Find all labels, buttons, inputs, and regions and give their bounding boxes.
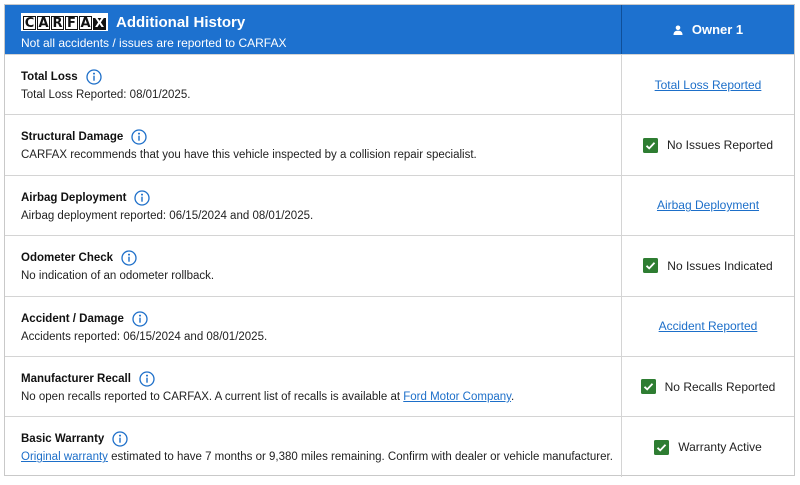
info-icon[interactable] (86, 69, 102, 85)
row-title: Airbag Deployment (21, 191, 127, 204)
row-title-wrap (21, 190, 621, 206)
history-row-accident-damage (5, 296, 794, 356)
owner-label: Owner 1 (691, 22, 744, 37)
row-description: Total Loss Reported: 08/01/2025. (21, 89, 191, 101)
row-title: Odometer Check (21, 252, 114, 265)
row-info-cell (5, 417, 622, 476)
row-info-cell (5, 55, 622, 114)
status-text: Warranty Active (678, 440, 762, 455)
row-description: No indication of an odometer rollback. (21, 270, 215, 283)
history-row-manufacturer-recall (5, 356, 794, 416)
history-row-total-loss (5, 54, 794, 114)
row-status-cell (622, 176, 794, 235)
airbag-deployment-link[interactable]: Airbag Deployment (656, 198, 760, 213)
row-title: Accident / Damage (21, 312, 124, 325)
row-status-cell (622, 417, 794, 476)
row-title-wrap (21, 371, 621, 387)
history-row-airbag-deployment (5, 175, 794, 235)
info-icon[interactable] (112, 431, 128, 447)
desc-suffix: estimated to have 7 months or 9,380 miles remaining. Confirm with dealer or vehicle manufacturer. (107, 451, 613, 464)
person-icon (673, 25, 683, 35)
green-check-icon (643, 258, 658, 273)
row-title-wrap (21, 311, 621, 327)
row-description: CARFAX recommends that you have this vehicle inspected by a collision repair specialist. (21, 149, 477, 162)
owner-column-header (622, 5, 794, 54)
desc-prefix: No open recalls reported to CARFAX. A current list of recalls is available at (21, 390, 404, 403)
row-info-cell (5, 176, 622, 235)
row-title-wrap (21, 250, 621, 266)
row-description (21, 391, 621, 403)
section-title: Additional History (116, 13, 246, 31)
row-info-cell (5, 357, 622, 416)
info-icon[interactable] (131, 129, 147, 145)
section-subtitle: Not all accidents / issues are reported to CARFAX (21, 36, 287, 50)
info-icon[interactable] (134, 190, 150, 206)
green-check-icon (641, 379, 656, 394)
row-status-cell (622, 297, 794, 356)
row-title-wrap (21, 129, 621, 145)
row-title-wrap (21, 431, 621, 447)
logo-letter: A (80, 16, 91, 31)
row-title: Manufacturer Recall (21, 372, 131, 385)
green-check-icon (643, 138, 658, 153)
row-info-cell (5, 236, 622, 295)
logo-letter: F (65, 16, 78, 30)
status-text: No Recalls Reported (664, 379, 776, 394)
info-icon[interactable] (121, 250, 137, 266)
status-text: No Issues Reported (666, 138, 774, 153)
row-description: Accidents reported: 06/15/2024 and 08/01/2025. (21, 330, 268, 343)
logo-letter-x: X (94, 16, 105, 30)
desc-suffix: . (511, 390, 515, 403)
history-row-structural-damage (5, 114, 794, 174)
row-title: Basic Warranty (21, 433, 105, 446)
logo-letter: A (38, 16, 49, 31)
row-description: Airbag deployment reported: 06/15/2024 and 08/01/2025. (21, 209, 314, 222)
row-status-cell (622, 55, 794, 114)
row-status-cell (622, 236, 794, 295)
info-icon[interactable] (132, 311, 148, 327)
row-title-wrap (21, 69, 621, 85)
row-status-cell (622, 115, 794, 174)
history-row-basic-warranty (5, 416, 794, 476)
row-info-cell (5, 115, 622, 174)
row-title: Total Loss (21, 71, 78, 83)
accident-reported-link[interactable]: Accident Reported (658, 319, 758, 334)
row-description (21, 451, 621, 463)
green-check-icon (654, 440, 669, 455)
carfax-logo (21, 13, 108, 31)
row-info-cell (5, 297, 622, 356)
header-title-cell (5, 5, 622, 54)
history-row-odometer-check (5, 235, 794, 295)
total-loss-reported-link[interactable]: Total Loss Reported (654, 77, 762, 92)
brand-row (21, 12, 621, 32)
logo-letter: C (24, 16, 35, 31)
logo-letter: R (52, 16, 63, 31)
info-icon[interactable] (139, 371, 155, 387)
table-header (5, 5, 794, 54)
original-warranty-link[interactable]: Original warranty (21, 451, 108, 464)
status-text: No Issues Indicated (667, 258, 773, 273)
row-status-cell (622, 357, 794, 416)
ford-motor-company-link[interactable]: Ford Motor Company (403, 390, 512, 403)
additional-history-table (4, 4, 795, 476)
row-title: Structural Damage (21, 131, 124, 144)
